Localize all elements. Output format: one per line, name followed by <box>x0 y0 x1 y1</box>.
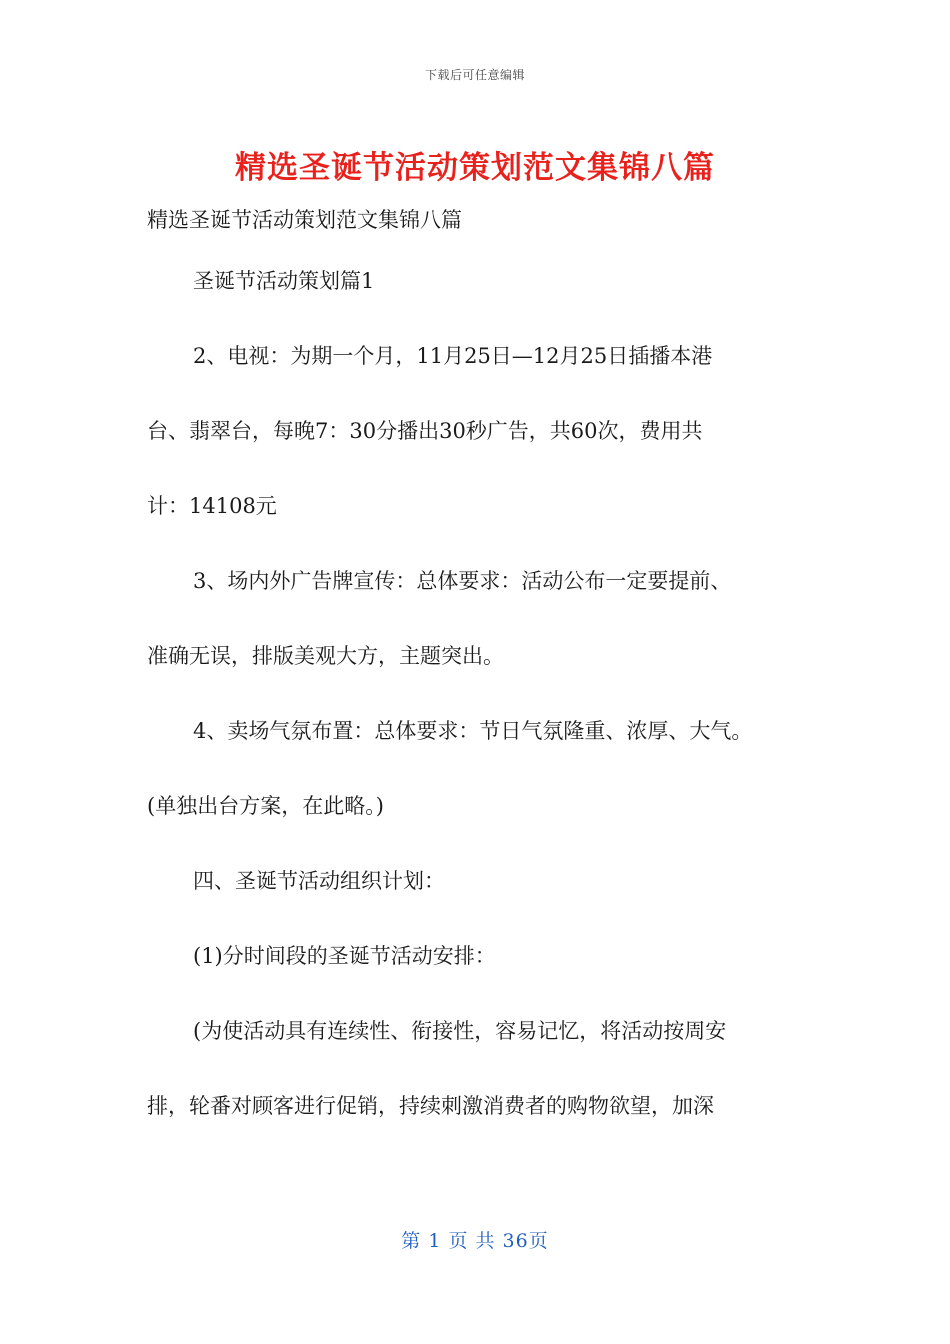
body-line: 圣诞节活动策划篇1 <box>193 269 375 293</box>
body-line: 精选圣诞节活动策划范文集锦八篇 <box>147 208 462 232</box>
body-line: (单独出台方案，在此略。) <box>147 794 384 818</box>
body-line: 排，轮番对顾客进行促销，持续刺激消费者的购物欲望，加深 <box>147 1094 714 1118</box>
body-line: (为使活动具有连续性、衔接性，容易记忆，将活动按周安 <box>193 1019 727 1043</box>
body-line: 4、卖场气氛布置：总体要求：节日气氛隆重、浓厚、大气。 <box>193 719 753 743</box>
body-line: (1)分时间段的圣诞节活动安排： <box>193 944 496 968</box>
body-line: 准确无误，排版美观大方，主题突出。 <box>147 644 504 668</box>
document-body <box>147 196 827 1144</box>
body-line: 四、圣诞节活动组织计划： <box>193 869 445 893</box>
body-line: 2、电视：为期一个月，11月25日—12月25日插播本港 <box>193 344 713 368</box>
header-note: 下载后可任意编辑 <box>424 68 525 82</box>
body-line: 3、场内外广告牌宣传：总体要求：活动公布一定要提前、 <box>193 569 732 593</box>
body-line: 计：14108元 <box>147 494 277 518</box>
document-title: 精选圣诞节活动策划范文集锦八篇 <box>235 150 715 186</box>
page-number-footer: 第 1 页 共 36页 <box>401 1230 549 1252</box>
body-line: 台、翡翠台，每晚7：30分播出30秒广告，共60次，费用共 <box>147 419 703 443</box>
